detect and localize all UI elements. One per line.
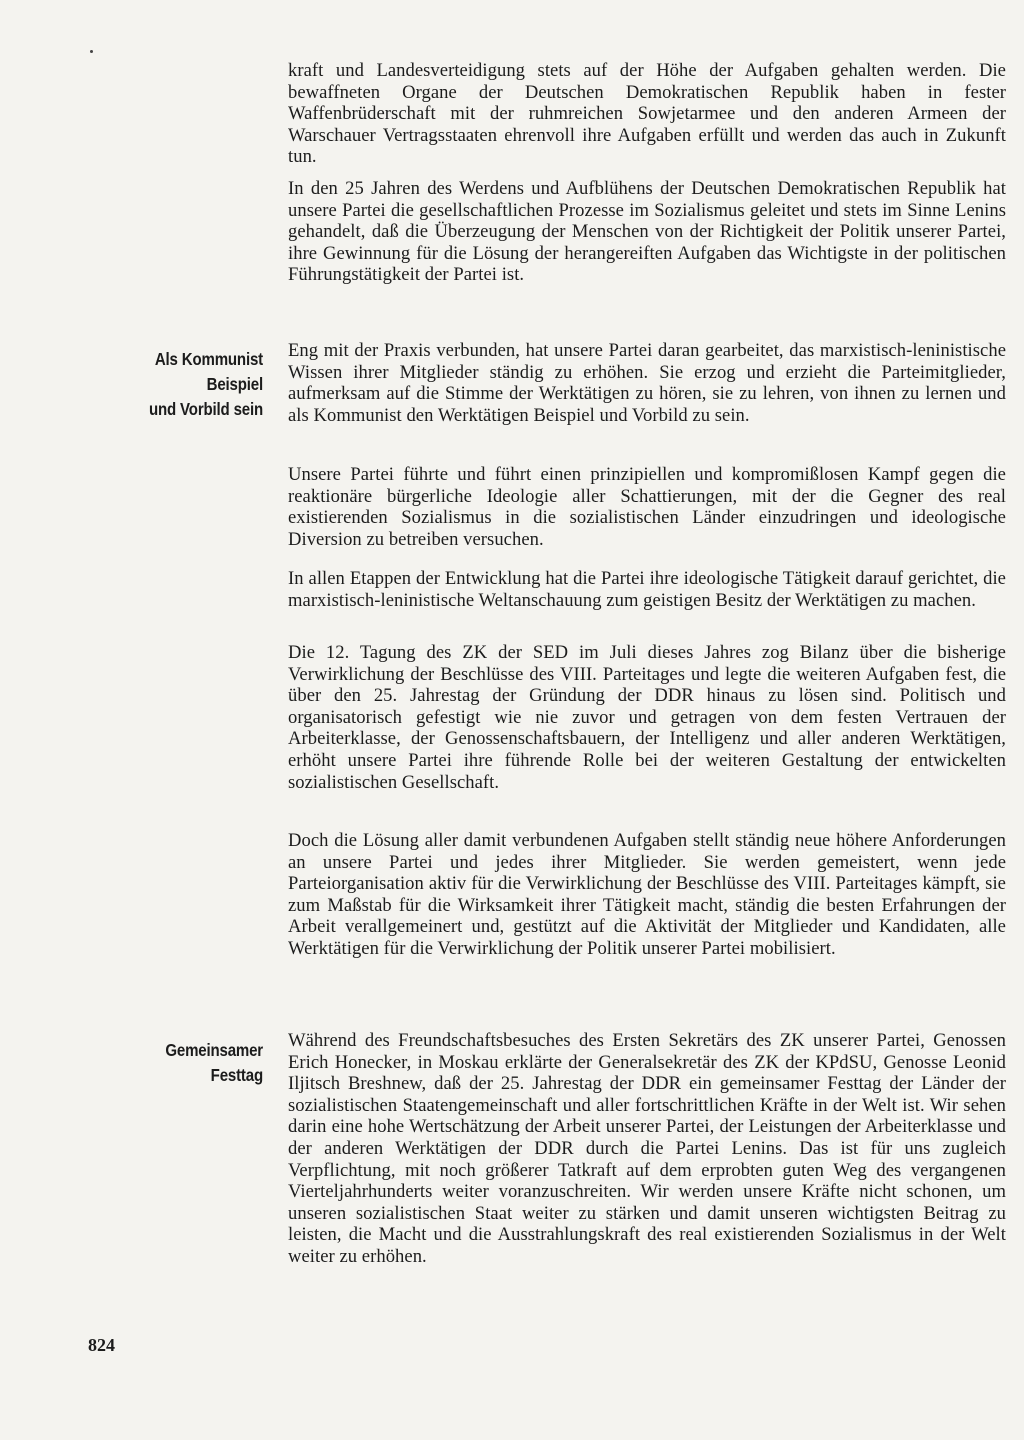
sidenote-kommunist <box>117 347 263 422</box>
paragraph-5: In allen Etappen der Entwicklung hat die Partei ihre ideologische Tätigkeit darauf gerichtet, die marxistisch-leninistische Weltanschauung zum geistigen Besitz der Werktätigen zu machen. <box>288 568 1006 611</box>
sidenote-line: Gemeinsamer Festtag <box>165 1040 263 1085</box>
sidenote-line: Beispiel <box>206 374 263 394</box>
sidenote-line: und Vorbild sein <box>148 399 263 419</box>
paragraph-1: kraft und Landesverteidigung stets auf der Höhe der Aufgaben gehalten werden. Die bewaffneten Organe der Deutschen Demokratischen Republik haben in fester Waffenbrüderschaft mit der ruhmreichen Sowjetarmee und den anderen Armeen der Warschauer Vertragsstaaten ehrenvoll ihre Aufgaben erfüllt und werden das auch in Zukunft tun. <box>288 60 1006 168</box>
sidenote-line: Als Kommunist <box>154 349 263 369</box>
scan-speck <box>90 50 93 53</box>
paragraph-2: In den 25 Jahren des Werdens und Aufblühens der Deutschen Demokratischen Republik hat unsere Partei die gesellschaftlichen Prozesse im Sozialismus geleitet und stets im Sinne Lenins gehandelt, daß die Überzeugung der Menschen von der Richtigkeit der Politik unserer Partei, ihre Gewinnung für die Lösung der herangereiften Aufgaben das Wichtigste in der politischen Führungstätigkeit der Partei ist. <box>288 178 1006 286</box>
paragraph-6: Die 12. Tagung des ZK der SED im Juli dieses Jahres zog Bilanz über die bisherige Verwirklichung der Beschlüsse des VIII. Parteitages und legte die weiteren Aufgaben fest, die über den 25. Jahrestag der Gründung der DDR hinaus zu lösen sind. Politisch und organisatorisch gefestigt wie nie zuvor und getragen von dem festen Vertrauen der Arbeiterklasse, der Genossenschaftsbauern, der Intelligenz und aller anderen Werktätigen, erhöht unsere Partei ihre führende Rolle bei der weiteren Gestaltung der entwickelten sozialistischen Gesellschaft. <box>288 642 1006 793</box>
paragraph-4: Unsere Partei führte und führt einen prinzipiellen und kompromißlosen Kampf gegen die reaktionäre bürgerliche Ideologie aller Schattierungen, mit der die Gegner des real existierenden Sozialismus in die sozialistischen Länder einzudringen und ideologische Diversion zu betreiben versuchen. <box>288 464 1006 550</box>
sidenote-festtag <box>117 1038 263 1088</box>
paragraph-3: Eng mit der Praxis verbunden, hat unsere Partei daran gearbeitet, das marxistisch-leninistische Wissen ihrer Mitglieder ständig zu erhöhen. Sie erzog und erzieht die Parteimitglieder, aufmerksam auf die Stimme der Werktätigen zu hören, sie zu lehren, von ihnen zu lernen und als Kommunist den Werktätigen Beispiel und Vorbild zu sein. <box>288 340 1006 426</box>
paragraph-8: Während des Freundschaftsbesuches des Ersten Sekretärs des ZK unserer Partei, Genossen Erich Honecker, in Moskau erklärte der Generalsekretär des ZK der KPdSU, Genosse Leonid Iljitsch Breshnew, daß der 25. Jahrestag der DDR ein gemeinsamer Festtag der Länder der sozialistischen Staatengemeinschaft und aller fortschrittlichen Kräfte in der Welt ist. Wir sehen darin eine hohe Wertschätzung der Arbeit unserer Partei, der Leistungen der Arbeiterklasse und der anderen Werktätigen der DDR durch die Partei Lenins. Das ist für uns zugleich Verpflichtung, mit noch größerer Tatkraft auf dem erprobten guten Weg des vergangenen Vierteljahrhunderts weiter voranzuschreiten. Wir werden unsere Kräfte nicht schonen, um unseren sozialistischen Staat weiter zu stärken und damit unseren wichtigsten Beitrag zu leisten, die Macht und die Ausstrahlungskraft des real existierenden Sozialismus in der Welt weiter zu erhöhen. <box>288 1030 1006 1267</box>
paragraph-7: Doch die Lösung aller damit verbundenen Aufgaben stellt ständig neue höhere Anforderungen an unsere Partei und jedes ihrer Mitglieder. Sie werden gemeistert, wenn jede Parteiorganisation aktiv für die Verwirklichung der Beschlüsse des VIII. Parteitages kämpft, sie zum Maßstab für die Wirksamkeit ihrer Tätigkeit macht, ständig die besten Erfahrungen der Arbeit verallgemeinert und, gestützt auf die Aktivität der Mitglieder und Kandidaten, alle Werktätigen für die Verwirklichung der Politik unserer Partei mobilisiert. <box>288 830 1006 959</box>
page-number: 824 <box>88 1335 115 1355</box>
